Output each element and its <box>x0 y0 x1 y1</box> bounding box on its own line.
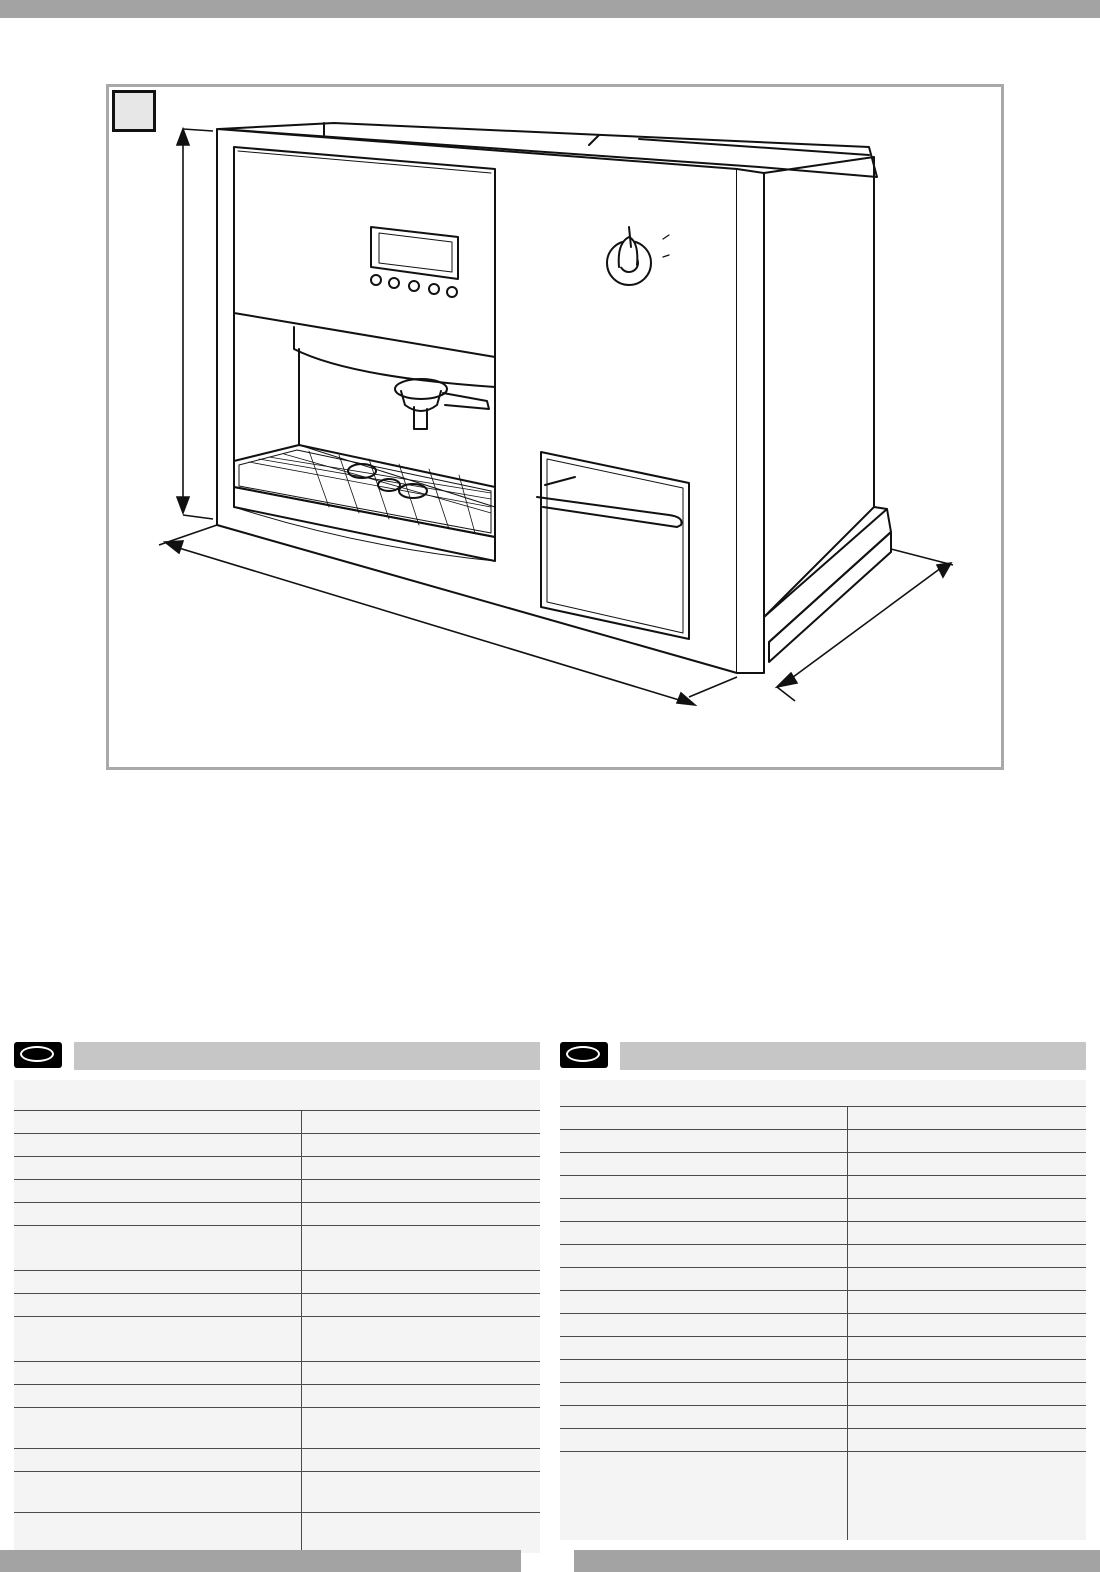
spec-row <box>560 1405 1086 1428</box>
spec-row-label <box>14 1472 302 1512</box>
spec-row-value <box>302 1472 540 1512</box>
spec-row-label <box>14 1271 302 1293</box>
built-in-coffee-machine-drawing <box>109 87 1001 767</box>
top-decorative-bar <box>0 0 1100 18</box>
spec-row <box>560 1336 1086 1359</box>
spec-row-value <box>848 1222 1086 1244</box>
spec-row-label <box>14 1180 302 1202</box>
spec-row-value <box>848 1360 1086 1382</box>
spec-row-value <box>848 1337 1086 1359</box>
spec-row <box>14 1156 540 1179</box>
spec-row <box>560 1106 1086 1129</box>
spec-panel-left <box>14 1042 540 1070</box>
spec-row-label <box>14 1226 302 1270</box>
spec-table <box>14 1080 540 1553</box>
spec-row-value <box>302 1362 540 1384</box>
spec-row-label <box>14 1157 302 1179</box>
spec-row <box>14 1110 540 1133</box>
spec-row <box>14 1384 540 1407</box>
spec-panel-header <box>560 1042 1086 1070</box>
spec-row-label <box>560 1153 848 1175</box>
spec-row-label <box>560 1268 848 1290</box>
spec-row <box>560 1451 1086 1540</box>
spec-row <box>14 1471 540 1512</box>
spec-row-label <box>14 1513 302 1553</box>
spec-row-label <box>14 1385 302 1407</box>
spec-row-label <box>14 1111 302 1133</box>
spec-row-label <box>14 1408 302 1448</box>
spec-row-label <box>560 1383 848 1405</box>
spec-row-label <box>560 1199 848 1221</box>
spec-table-caption <box>14 1080 540 1110</box>
spec-row <box>560 1152 1086 1175</box>
spec-row-label <box>560 1107 848 1129</box>
spec-row-label <box>14 1203 302 1225</box>
language-badge <box>14 1042 62 1068</box>
spec-row-label <box>560 1245 848 1267</box>
spec-row-value <box>302 1111 540 1133</box>
spec-row <box>560 1198 1086 1221</box>
spec-row-value <box>848 1429 1086 1451</box>
spec-row-value <box>302 1408 540 1448</box>
spec-row-value <box>848 1107 1086 1129</box>
spec-row <box>560 1382 1086 1405</box>
spec-row-value <box>848 1314 1086 1336</box>
spec-row-label <box>560 1452 848 1540</box>
spec-row <box>14 1202 540 1225</box>
spec-row <box>14 1133 540 1156</box>
spec-panel-title <box>74 1042 540 1070</box>
spec-row-value <box>848 1383 1086 1405</box>
spec-row <box>560 1428 1086 1451</box>
spec-row-label <box>14 1449 302 1471</box>
spec-row-label <box>560 1429 848 1451</box>
spec-row <box>560 1175 1086 1198</box>
spec-row-value <box>302 1317 540 1361</box>
spec-panel-header <box>14 1042 540 1070</box>
spec-row <box>560 1267 1086 1290</box>
language-badge <box>560 1042 608 1068</box>
spec-row-label <box>14 1362 302 1384</box>
spec-row-value <box>848 1199 1086 1221</box>
spec-row-value <box>302 1385 540 1407</box>
spec-row <box>14 1225 540 1270</box>
spec-row <box>14 1361 540 1384</box>
bottom-decorative-bar <box>0 1550 521 1572</box>
spec-row-label <box>560 1314 848 1336</box>
spec-row <box>14 1316 540 1361</box>
spec-row <box>560 1221 1086 1244</box>
spec-row-value <box>302 1449 540 1471</box>
appliance-figure <box>106 84 1004 770</box>
spec-row-value <box>848 1176 1086 1198</box>
spec-row-label <box>560 1360 848 1382</box>
spec-row-value <box>302 1271 540 1293</box>
spec-row-value <box>302 1157 540 1179</box>
spec-panel-right <box>560 1042 1086 1070</box>
spec-row <box>14 1179 540 1202</box>
spec-row <box>14 1270 540 1293</box>
spec-row-value <box>302 1134 540 1156</box>
spec-row-label <box>560 1406 848 1428</box>
spec-row <box>560 1129 1086 1152</box>
spec-row-label <box>560 1130 848 1152</box>
spec-row <box>14 1293 540 1316</box>
spec-row-label <box>14 1134 302 1156</box>
spec-row-label <box>14 1294 302 1316</box>
spec-row-value <box>302 1226 540 1270</box>
spec-row-label <box>14 1317 302 1361</box>
spec-row-value <box>848 1153 1086 1175</box>
spec-row <box>14 1407 540 1448</box>
spec-row-label <box>560 1176 848 1198</box>
spec-row-label <box>560 1337 848 1359</box>
spec-row-value <box>302 1180 540 1202</box>
spec-table <box>560 1080 1086 1540</box>
spec-table-caption <box>560 1080 1086 1106</box>
spec-row-value <box>848 1245 1086 1267</box>
spec-row-label <box>560 1291 848 1313</box>
spec-row <box>560 1244 1086 1267</box>
spec-row <box>560 1313 1086 1336</box>
bottom-decorative-bar <box>574 1550 1100 1572</box>
spec-row-value <box>848 1291 1086 1313</box>
spec-row <box>560 1359 1086 1382</box>
spec-row <box>14 1448 540 1471</box>
spec-row-label <box>560 1222 848 1244</box>
spec-row-value <box>302 1203 540 1225</box>
spec-row-value <box>848 1268 1086 1290</box>
spec-row <box>14 1512 540 1553</box>
spec-row <box>560 1290 1086 1313</box>
spec-row-value <box>302 1513 540 1553</box>
spec-row-value <box>848 1452 1086 1540</box>
spec-row-value <box>848 1406 1086 1428</box>
spec-panel-title <box>620 1042 1086 1070</box>
spec-row-value <box>302 1294 540 1316</box>
spec-row-value <box>848 1130 1086 1152</box>
